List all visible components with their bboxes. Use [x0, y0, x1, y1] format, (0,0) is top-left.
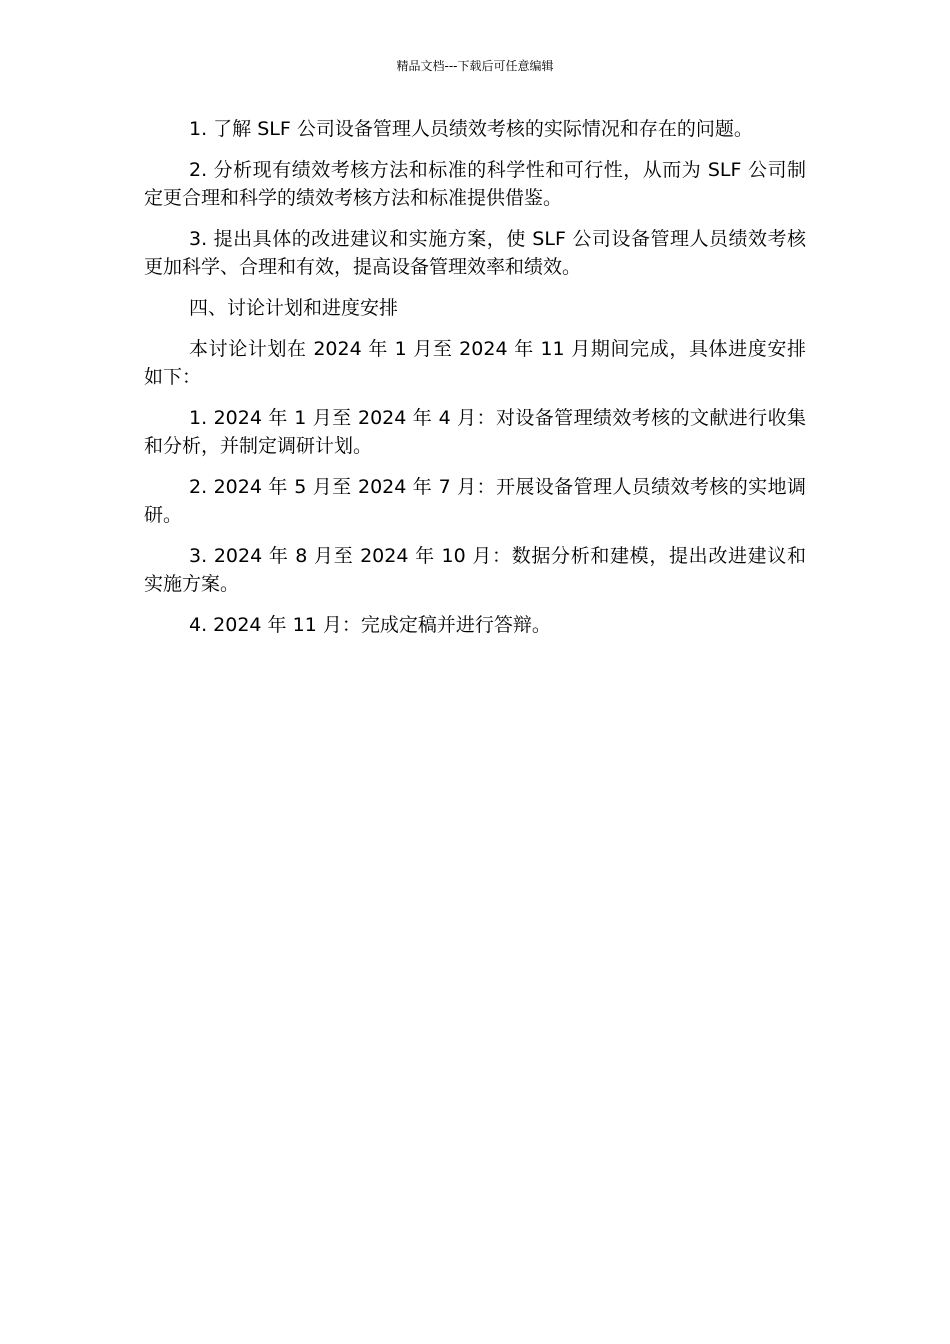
paragraph-schedule-intro: 本讨论计划在 2024 年 1 月至 2024 年 11 月期间完成，具体进度安排如下： — [144, 338, 806, 388]
paragraph-goal-1: 1. 了解 SLF 公司设备管理人员绩效考核的实际情况和存在的问题。 — [189, 118, 753, 140]
paragraph-schedule-3: 3. 2024 年 8 月至 2024 年 10 月：数据分析和建模，提出改进建议和实施方案。 — [144, 545, 806, 595]
paragraph-schedule-1: 1. 2024 年 1 月至 2024 年 4 月：对设备管理绩效考核的文献进行收集和分析，并制定调研计划。 — [144, 407, 806, 457]
document-body — [144, 115, 806, 652]
paragraph-schedule-2: 2. 2024 年 5 月至 2024 年 7 月：开展设备管理人员绩效考核的实地调研。 — [144, 476, 806, 526]
header-note: 精品文档---下载后可任意编辑 — [396, 59, 554, 73]
paragraph-goal-2: 2. 分析现有绩效考核方法和标准的科学性和可行性，从而为 SLF 公司制定更合理和科学的绩效考核方法和标准提供借鉴。 — [144, 159, 806, 209]
paragraph-goal-3: 3. 提出具体的改进建议和实施方案，使 SLF 公司设备管理人员绩效考核更加科学、合理和有效，提高设备管理效率和绩效。 — [144, 228, 806, 278]
paragraph-schedule-4: 4. 2024 年 11 月：完成定稿并进行答辩。 — [189, 614, 551, 636]
section-heading: 四、讨论计划和进度安排 — [189, 297, 399, 319]
